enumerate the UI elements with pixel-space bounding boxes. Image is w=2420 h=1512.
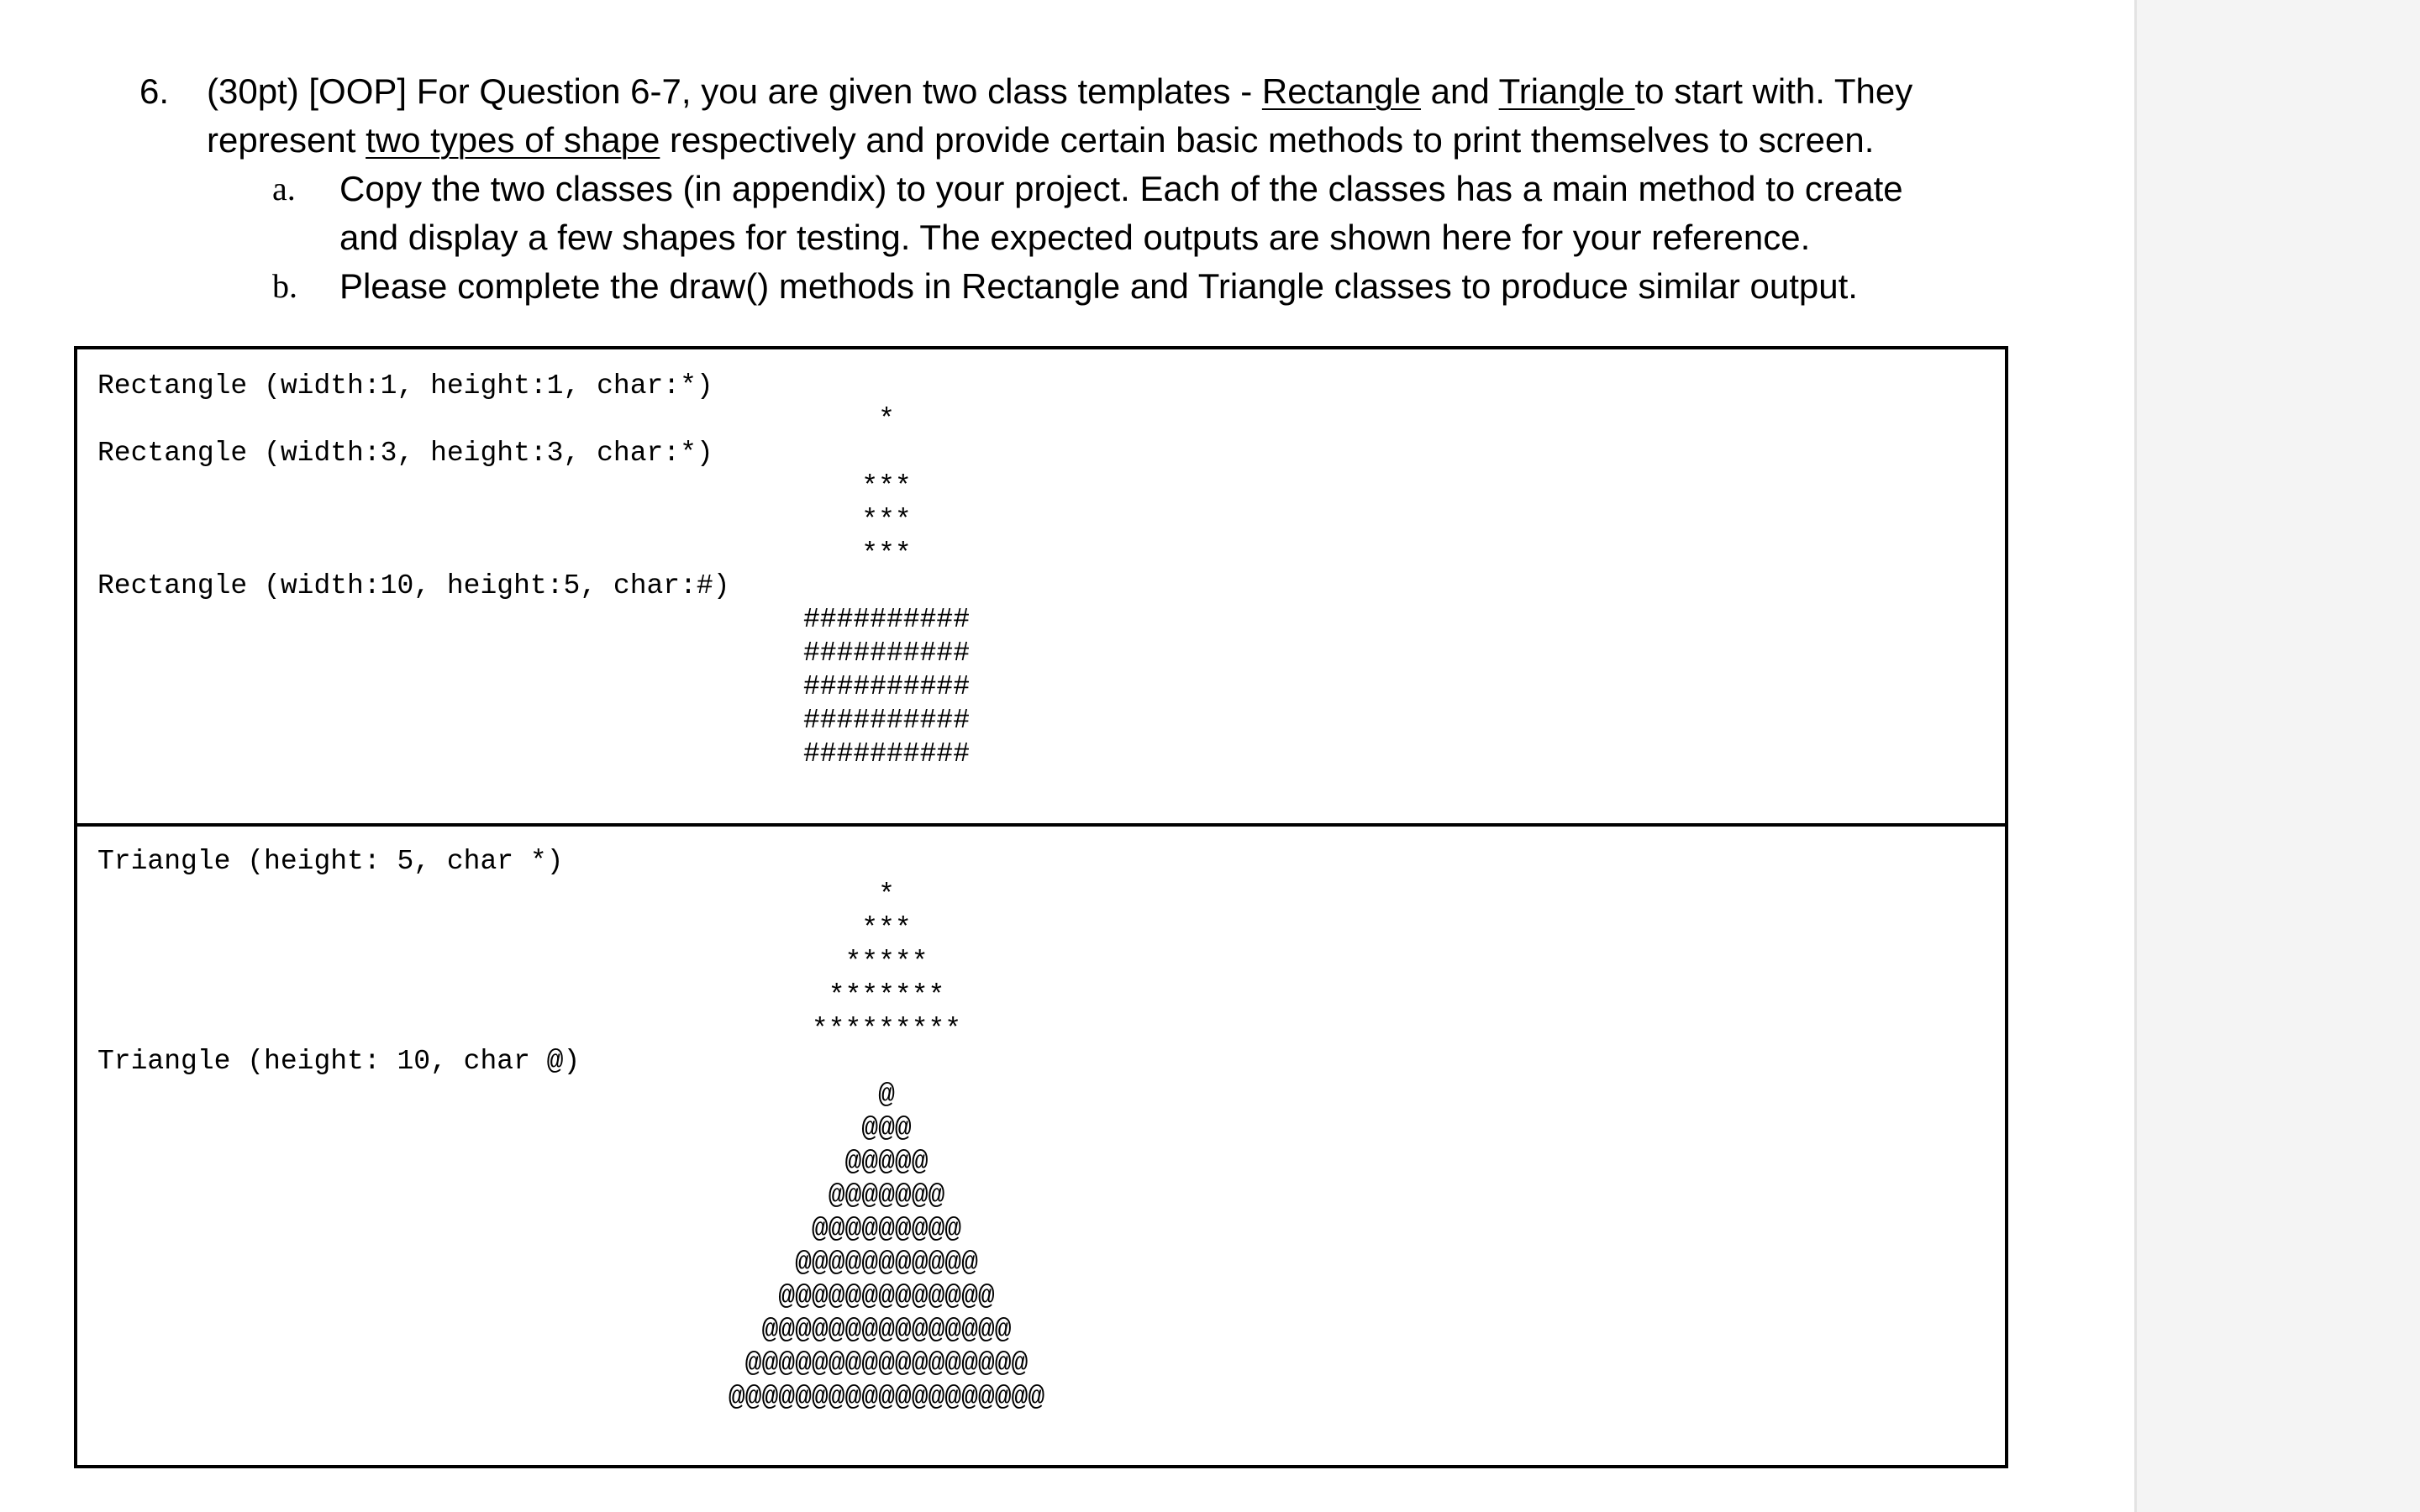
question-text-part: represent [207,120,366,160]
rectangle-3-row: ########## [802,738,971,769]
triangle-2-row: @@@@@@@@@@@@@@@ [761,1315,1012,1346]
rectangle-class-link: Rectangle [1261,71,1421,111]
rectangle-3-row: ########## [802,705,971,736]
triangle-2-row: @@@@@@@@@@@@@ [778,1281,995,1312]
question-text-line-1 [207,67,1912,116]
rectangle-header-2: Rectangle (width:3, height:3, char:*) [97,438,713,469]
triangle-2-row: @@@@@@@@@@@ [795,1247,978,1278]
question-number: 6. [139,71,170,111]
shape-types-phrase: two types of shape [366,120,660,160]
triangle-2-row: @@@@@ [844,1147,929,1178]
rectangle-3-row: ########## [802,671,971,702]
rectangle-header-1: Rectangle (width:1, height:1, char:*) [97,370,713,402]
question-text-part: to start with. They [1634,71,1913,111]
sub-item-b-marker: b. [272,267,297,305]
question-text-part: respectively and provide certain basic methods to print themselves to screen. [660,120,1875,160]
triangle-1-row: *** [861,913,912,944]
right-margin-panel [2134,0,2420,1512]
rectangle-2-row: *** [861,505,912,536]
rectangle-1-row: * [878,404,895,435]
triangle-header-2: Triangle (height: 10, char @) [97,1046,581,1077]
triangle-2-row: @@@@@@@@@@@@@@@@@@@ [728,1382,1045,1413]
triangle-2-row: @@@@@@@@@ [811,1214,962,1245]
triangle-1-row: ***** [844,947,929,978]
triangle-class-link: Triangle [1498,71,1635,111]
triangle-2-row: @@@@@@@@@@@@@@@@@ [744,1348,1028,1379]
sub-item-a-line-1: Copy the two classes (in appendix) to your project. Each of the classes has a main method to create [339,169,1903,208]
triangle-2-row: @@@ [861,1113,912,1144]
triangle-1-row: * [878,879,895,911]
rectangle-3-row: ########## [802,604,971,635]
sub-item-a-marker: a. [272,170,296,207]
rectangle-3-row: ########## [802,638,971,669]
rectangle-2-row: *** [861,538,912,570]
question-text-line-2 [207,116,1874,165]
triangle-1-row: ********* [811,1014,962,1045]
sub-item-a-line-2: and display a few shapes for testing. The expected outputs are shown here for your reference. [339,218,1811,257]
rectangle-output-box [74,346,2008,827]
sub-item-b-line-1: Please complete the draw() methods in Rectangle and Triangle classes to produce similar output. [339,266,1858,306]
question-text-part: (30pt) [OOP] For Question 6-7, you are given two class templates - [207,71,1262,111]
triangle-2-row: @@@@@@@ [828,1180,945,1211]
question-text-part: and [1420,71,1499,111]
triangle-1-row: ******* [828,980,945,1011]
rectangle-header-3: Rectangle (width:10, height:5, char:#) [97,570,730,601]
triangle-2-row: @ [878,1079,895,1110]
rectangle-2-row: *** [861,471,912,502]
triangle-header-1: Triangle (height: 5, char *) [97,846,564,877]
triangle-output-box [74,823,2008,1468]
